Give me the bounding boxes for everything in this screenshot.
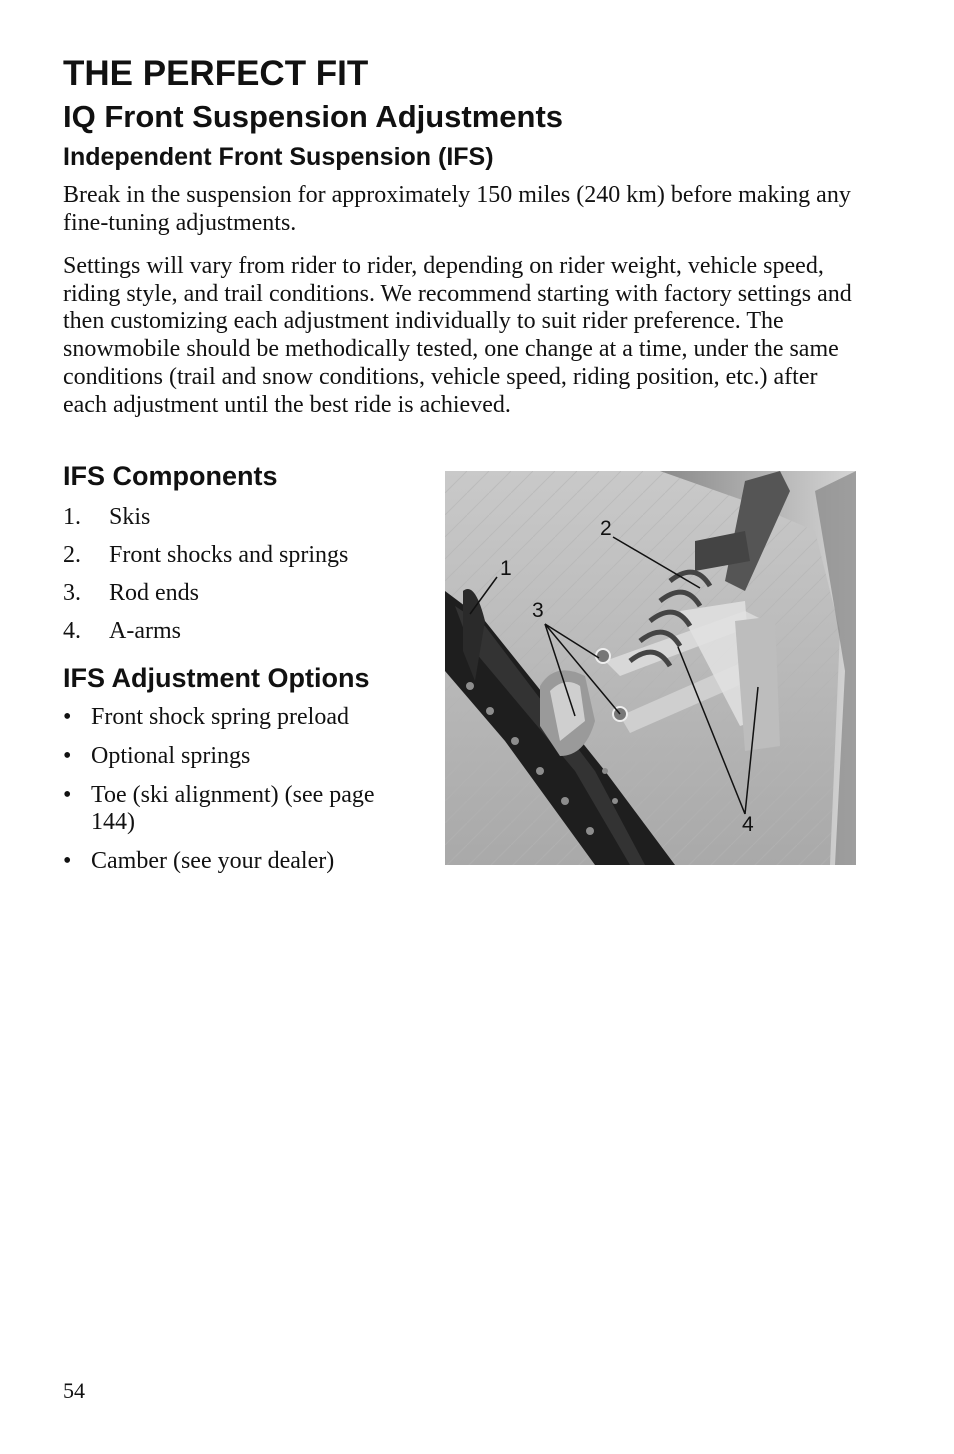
page-title: THE PERFECT FIT [63, 54, 369, 93]
bullet-icon: • [63, 782, 72, 808]
suspension-photo [445, 471, 856, 865]
list-item [63, 743, 403, 770]
page-number: 54 [63, 1378, 85, 1403]
options-heading: IFS Adjustment Options [63, 663, 370, 693]
list-text: Toe (ski alignment) (see page 144) [91, 782, 375, 835]
section-heading: Independent Front Suspension (IFS) [63, 143, 494, 171]
list-text: Rod ends [109, 580, 199, 606]
bullet-icon: • [63, 743, 72, 769]
page-subtitle: IQ Front Suspension Adjustments [63, 99, 564, 134]
list-text: Front shock spring preload [91, 704, 349, 730]
list-item [63, 782, 403, 836]
list-text: Skis [109, 504, 151, 530]
list-number: 2. [63, 542, 81, 568]
list-item [63, 848, 403, 875]
list-number: 4. [63, 618, 81, 644]
options-list [63, 704, 403, 887]
components-heading: IFS Components [63, 461, 278, 491]
list-text: A-arms [109, 618, 181, 644]
paragraph-settings: Settings will vary from rider to rider, depending on rider weight, vehicle speed, riding style, and trail conditions. We recommend starting with factory settings and then customizing each adjustment individually to suit rider preference. The snowmobile should be methodically tested, one change at a time, under the same conditions (trail and snow conditions, vehicle speed, riding position, etc.) after each adjustment until the best ride is achieved. [63, 253, 852, 418]
list-text: Optional springs [91, 743, 251, 769]
callout-3: 3 [532, 599, 544, 622]
callout-4: 4 [742, 813, 754, 836]
callout-1: 1 [500, 557, 512, 580]
paragraph-break-in: Break in the suspension for approximately 150 miles (240 km) before making any fine-tuning adjustments. [63, 182, 851, 236]
list-item [63, 704, 403, 731]
bullet-icon: • [63, 704, 72, 730]
list-text: Front shocks and springs [109, 542, 349, 568]
list-number: 1. [63, 504, 81, 530]
list-number: 3. [63, 580, 81, 606]
list-text: Camber (see your dealer) [91, 848, 335, 874]
callout-2: 2 [600, 517, 612, 540]
bullet-icon: • [63, 848, 72, 874]
